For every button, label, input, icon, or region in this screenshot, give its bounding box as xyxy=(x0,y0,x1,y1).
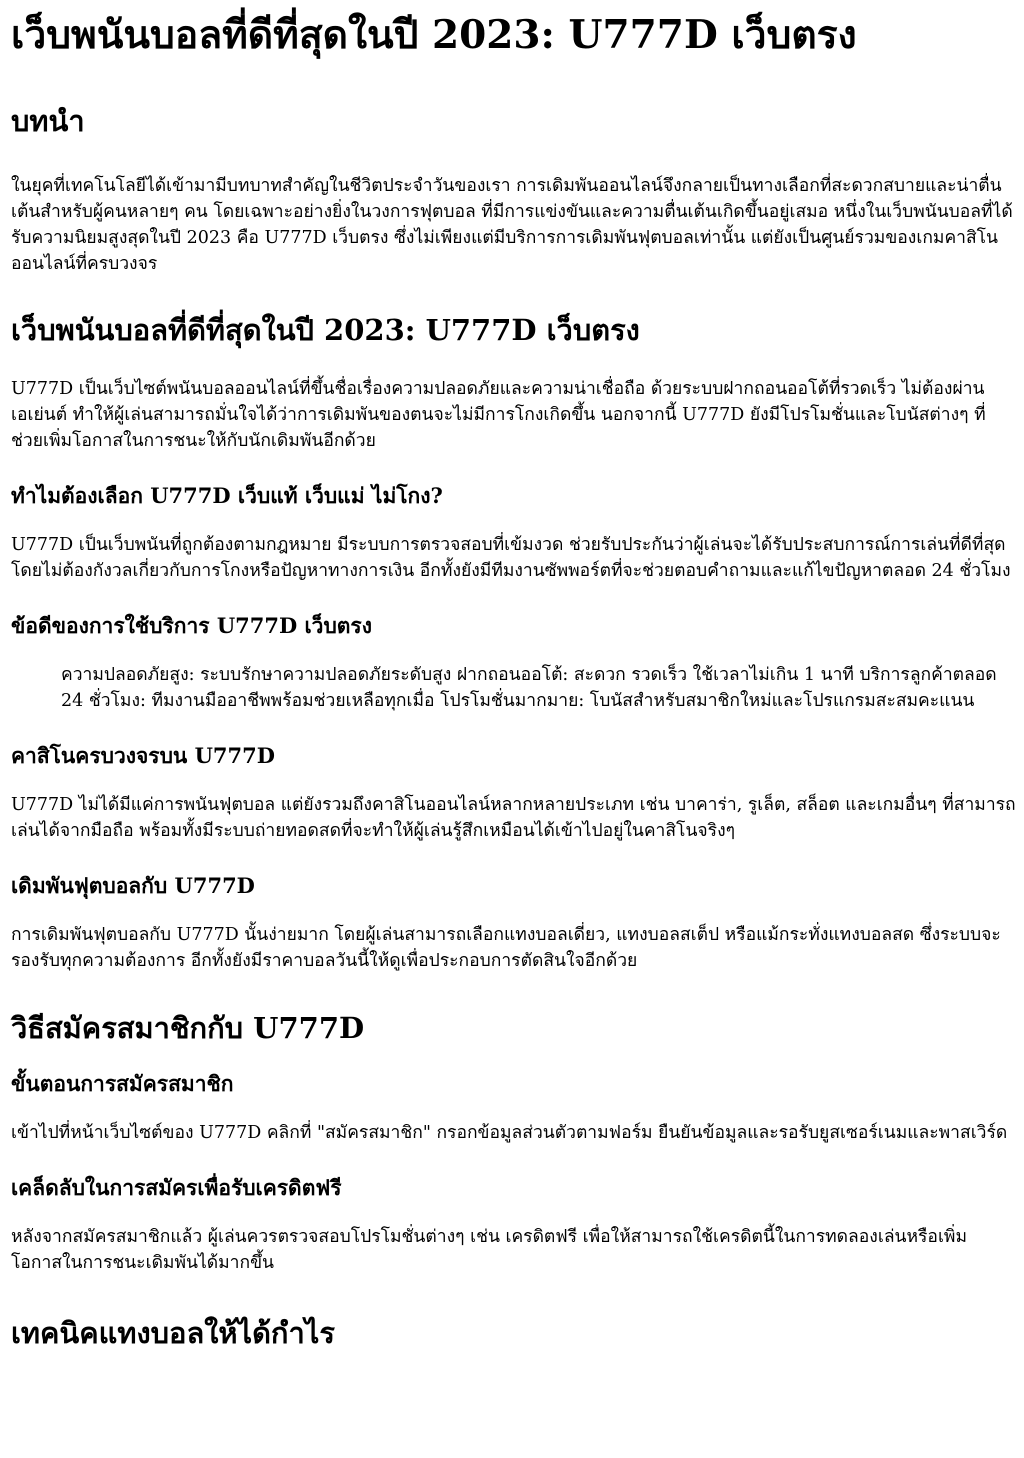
signup-steps-heading: ขั้นตอนการสมัครสมาชิก xyxy=(11,1071,234,1096)
football-betting-heading: เดิมพันฟุตบอลกับ U777D xyxy=(11,873,255,898)
best-site-heading: เว็บพนันบอลที่ดีที่สุดในปี 2023: U777D เว็บตรง xyxy=(11,313,640,347)
why-choose-paragraph: U777D เป็นเว็บพนันที่ถูกต้องตามกฎหมาย มีระบบการตรวจสอบที่เข้มงวด ช่วยรับประกันว่าผู้เล่นจะได้รับประสบการณ์การเล่นที่ดีที่สุด โดยไม่ต้องกังวลเกี่ยวกับการโกงหรือปัญหาทางการเงิน อีกทั้งยังมีทีมงานซัพพอร์ตที่จะช่วยตอบคำถามและแก้ไขปัญหาตลอด 24 ชั่วโมง xyxy=(11,535,1011,581)
intro-paragraph: ในยุคที่เทคโนโลยีได้เข้ามามีบทบาทสำคัญในชีวิตประจำวันของเรา การเดิมพันออนไลน์จึงกลายเป็นทางเลือกที่สะดวกสบายและน่าตื่นเต้นสำหรับผู้คนหลายๆ คน โดยเฉพาะอย่างยิ่งในวงการฟุตบอล ที่มีการแข่งขันและความตื่นเต้นเกิดขึ้นอยู่เสมอ หนึ่งในเว็บพนันบอลที่ได้รับความนิยมสูงสุดในปี 2023 คือ U777D เว็บตรง ซึ่งไม่เพียงแต่มีบริการการเดิมพันฟุตบอลเท่านั้น แต่ยังเป็นศูนย์รวมของเกมคาสิโนออนไลน์ที่ครบวงจร xyxy=(11,176,1013,274)
casino-paragraph: U777D ไม่ได้มีแค่การพนันฟุตบอล แต่ยังรวมถึงคาสิโนออนไลน์หลากหลายประเภท เช่น บาคาร่า, รูเล็ต, สล็อต และเกมอื่นๆ ที่สามารถเล่นได้จากมือถือ พร้อมทั้งมีระบบถ่ายทอดสดที่จะทำให้ผู้เล่นรู้สึกเหมือนได้เข้าไปอยู่ในคาสิโนจริงๆ xyxy=(11,795,1016,841)
signup-steps-paragraph: เข้าไปที่หน้าเว็บไซต์ของ U777D คลิกที่ "สมัครสมาชิก" กรอกข้อมูลส่วนตัวตามฟอร์ม ยืนยันข้อมูลและรอรับยูสเซอร์เนมและพาสเวิร์ด xyxy=(11,1123,1008,1143)
article xyxy=(0,12,1024,1351)
best-site-paragraph: U777D เป็นเว็บไซต์พนันบอลออนไลน์ที่ขึ้นชื่อเรื่องความปลอดภัยและความน่าเชื่อถือ ด้วยระบบฝากถอนออโต้ที่รวดเร็ว ไม่ต้องผ่านเอเย่นต์ ทำให้ผู้เล่นสามารถมั่นใจได้ว่าการเดิมพันของตนจะไม่มีการโกงเกิดขึ้น นอกจากนี้ U777D ยังมีโปรโมชั่นและโบนัสต่างๆ ที่ช่วยเพิ่มโอกาสในการชนะให้กับนักเดิมพันอีกด้วย xyxy=(11,379,986,451)
intro-heading: บทนำ xyxy=(11,104,85,138)
page-title: เว็บพนันบอลที่ดีที่สุดในปี 2023: U777D เว็บตรง xyxy=(11,12,857,58)
why-choose-heading: ทำไมต้องเลือก U777D เว็บแท้ เว็บแม่ ไม่โกง? xyxy=(11,483,443,508)
free-credit-tips-paragraph: หลังจากสมัครสมาชิกแล้ว ผู้เล่นควรตรวจสอบโปรโมชั่นต่างๆ เช่น เครดิตฟรี เพื่อให้สามารถใช้เครดิตนี้ในการทดลองเล่นหรือเพิ่มโอกาสในการชนะเดิมพันได้มากขึ้น xyxy=(11,1227,967,1273)
football-betting-paragraph: การเดิมพันฟุตบอลกับ U777D นั้นง่ายมาก โดยผู้เล่นสามารถเลือกแทงบอลเดี่ยว, แทงบอลสเต็ป หรือแม้กระทั่งแทงบอลสด ซึ่งระบบจะรองรับทุกความต้องการ อีกทั้งยังมีราคาบอลวันนี้ให้ดูเพื่อประกอบการตัดสินใจอีกด้วย xyxy=(11,925,1001,971)
betting-techniques-heading: เทคนิคแทงบอลให้ได้กำไร xyxy=(11,1316,335,1350)
signup-heading: วิธีสมัครสมาชิกกับ U777D xyxy=(11,1011,365,1045)
free-credit-tips-heading: เคล็ดลับในการสมัครเพื่อรับเครดิตฟรี xyxy=(11,1175,342,1200)
advantages-quote: ความปลอดภัยสูง: ระบบรักษาความปลอดภัยระดับสูง ฝากถอนออโต้: สะดวก รวดเร็ว ใช้เวลาไม่เกิน 1 นาที บริการลูกค้าตลอด 24 ชั่วโมง: ทีมงานมืออาชีพพร้อมช่วยเหลือทุกเมื่อ โปรโมชั่นมากมาย: โบนัสสำหรับสมาชิกใหม่และโปรแกรมสะสมคะแนน xyxy=(61,665,997,711)
casino-heading: คาสิโนครบวงจรบน U777D xyxy=(11,743,275,768)
advantages-heading: ข้อดีของการใช้บริการ U777D เว็บตรง xyxy=(11,613,372,638)
